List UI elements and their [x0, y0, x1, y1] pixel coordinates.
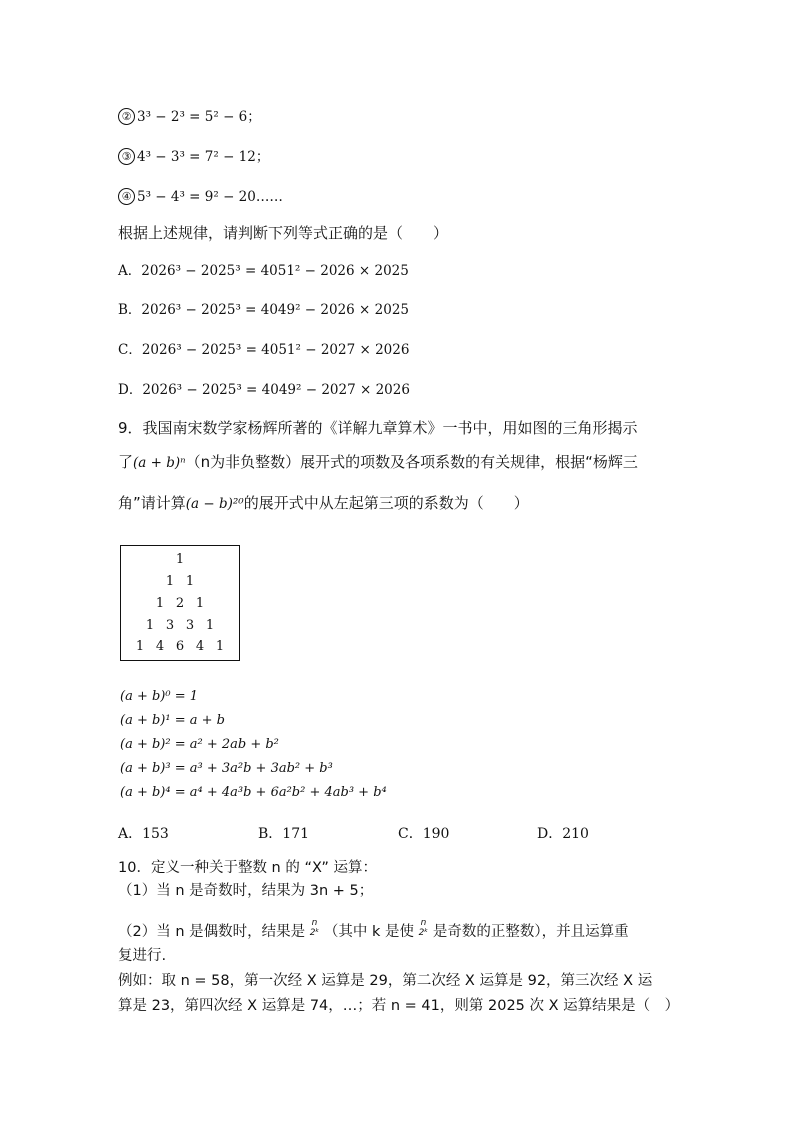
- expansion-4: (a + b)⁴ = a⁴ + 4a³b + 6a²b² + 4ab³ + b⁴: [120, 785, 387, 800]
- expansion-3: (a + b)³ = a³ + 3a²b + 3ab² + b³: [120, 761, 333, 776]
- triangle-cell: 1: [135, 639, 145, 654]
- circled-number-3: ③: [118, 148, 135, 165]
- triangle-cell: 1: [185, 574, 195, 589]
- expansion-1: (a + b)¹ = a + b: [120, 713, 225, 728]
- q8-option-c-expr: 2026³ − 2025³ = 4051² − 2027 × 2026: [141, 342, 410, 358]
- circled-number-4: ④: [118, 188, 135, 205]
- q9-line-1: 9．我国南宋数学家杨辉所著的《详解九章算术》一书中，用如图的三角形揭示: [118, 419, 638, 437]
- triangle-cell: 1: [165, 574, 175, 589]
- fraction-denominator: 2ᵏ: [418, 928, 429, 938]
- item-3: [118, 147, 269, 167]
- q9-option-d: D．210: [537, 826, 589, 842]
- triangle-cell: 4: [195, 639, 205, 654]
- q8-option-a: [118, 261, 409, 281]
- q8-option-d: [118, 380, 410, 400]
- q8-option-c-label: C．: [118, 342, 142, 358]
- fraction-numerator: n: [420, 918, 427, 928]
- q9-line-2: [118, 452, 638, 473]
- triangle-row-4: [121, 639, 239, 654]
- triangle-cell: 3: [165, 618, 175, 633]
- q9-line-3-post: 的展开式中从左起第三项的系数为（ ）: [243, 494, 529, 512]
- q10-line-3: [118, 918, 629, 942]
- q9-line-3: [118, 493, 529, 514]
- q9-line-2-post: （n为非负整数）展开式的项数及各项系数的有关规律，根据“杨辉三: [185, 453, 638, 471]
- q9-line-3-pre: 角”请计算: [118, 494, 186, 512]
- q8-option-a-label: A．: [118, 263, 142, 279]
- circled-number-2: ②: [118, 108, 135, 125]
- item-3-expr: 4³ − 3³ = 7² − 12；: [137, 149, 270, 165]
- q8-stem: 根据上述规律，请判断下列等式正确的是（ ）: [118, 224, 449, 242]
- triangle-row-2: [121, 596, 239, 611]
- q9-option-a: A．153: [118, 826, 169, 842]
- q10-line-6: 算是 23，第四次经 X 运算是 74，…；若 n = 41，则第 2025 次 X 运算结果是（ ）: [118, 998, 680, 1014]
- triangle-cell: 1: [205, 618, 215, 633]
- yang-hui-triangle-figure: [120, 545, 240, 661]
- triangle-row-0: [121, 552, 239, 567]
- q10-line-3-b: （其中 k 是使: [323, 924, 415, 940]
- item-4: [118, 187, 283, 207]
- triangle-cell: 1: [215, 639, 225, 654]
- triangle-cell: 3: [185, 618, 195, 633]
- q10-line-1: 10．定义一种关于整数 n 的 “X” 运算：: [118, 860, 377, 876]
- q8-option-d-expr: 2026³ − 2025³ = 4049² − 2027 × 2026: [142, 382, 410, 398]
- q9-binomial-n: (a + b)ⁿ: [133, 455, 186, 471]
- q8-option-b-label: B．: [118, 302, 142, 318]
- q9-option-c: C．190: [398, 826, 450, 842]
- triangle-row-3: [121, 618, 239, 633]
- q10-line-3-c: 是奇数的正整数），并且运算重: [432, 924, 629, 940]
- triangle-row-1: [121, 574, 239, 589]
- item-2: [118, 107, 261, 127]
- q8-option-c: [118, 340, 409, 360]
- expansion-0: (a + b)⁰ = 1: [120, 689, 199, 704]
- q9-option-b: B．171: [258, 826, 310, 842]
- q9-binomial-20: (a − b)²⁰: [185, 496, 244, 512]
- q8-option-a-expr: 2026³ − 2025³ = 4051² − 2026 × 2025: [141, 263, 409, 279]
- expansion-2: (a + b)² = a² + 2ab + b²: [120, 737, 279, 752]
- fraction-denominator: 2ᵏ: [309, 928, 320, 938]
- item-4-expr: 5³ − 4³ = 9² − 20……: [137, 189, 283, 205]
- triangle-cell: 2: [175, 596, 185, 611]
- q9-line-2-pre: 了: [118, 453, 134, 471]
- q10-line-3-a: （2）当 n 是偶数时，结果是: [118, 924, 306, 940]
- q8-option-b: [118, 300, 409, 320]
- q10-line-2: （1）当 n 是奇数时，结果为 3n + 5；: [118, 883, 374, 899]
- q8-option-b-expr: 2026³ − 2025³ = 4049² − 2026 × 2025: [141, 302, 410, 318]
- fraction-numerator: n: [311, 918, 318, 928]
- triangle-cell: 1: [155, 596, 165, 611]
- q10-fraction-2: [419, 918, 429, 938]
- q8-option-d-label: D．: [118, 382, 143, 398]
- q10-line-4: 复进行.: [118, 948, 167, 964]
- q10-fraction-1: [310, 918, 320, 938]
- q10-line-5: 例如：取 n = 58，第一次经 X 运算是 29，第二次经 X 运算是 92，第三次经 X 运: [118, 973, 653, 989]
- triangle-cell: 6: [175, 639, 185, 654]
- triangle-cell: 4: [155, 639, 165, 654]
- item-2-expr: 3³ − 2³ = 5² − 6；: [137, 109, 261, 125]
- triangle-cell: 1: [175, 552, 185, 567]
- triangle-cell: 1: [145, 618, 155, 633]
- triangle-cell: 1: [195, 596, 205, 611]
